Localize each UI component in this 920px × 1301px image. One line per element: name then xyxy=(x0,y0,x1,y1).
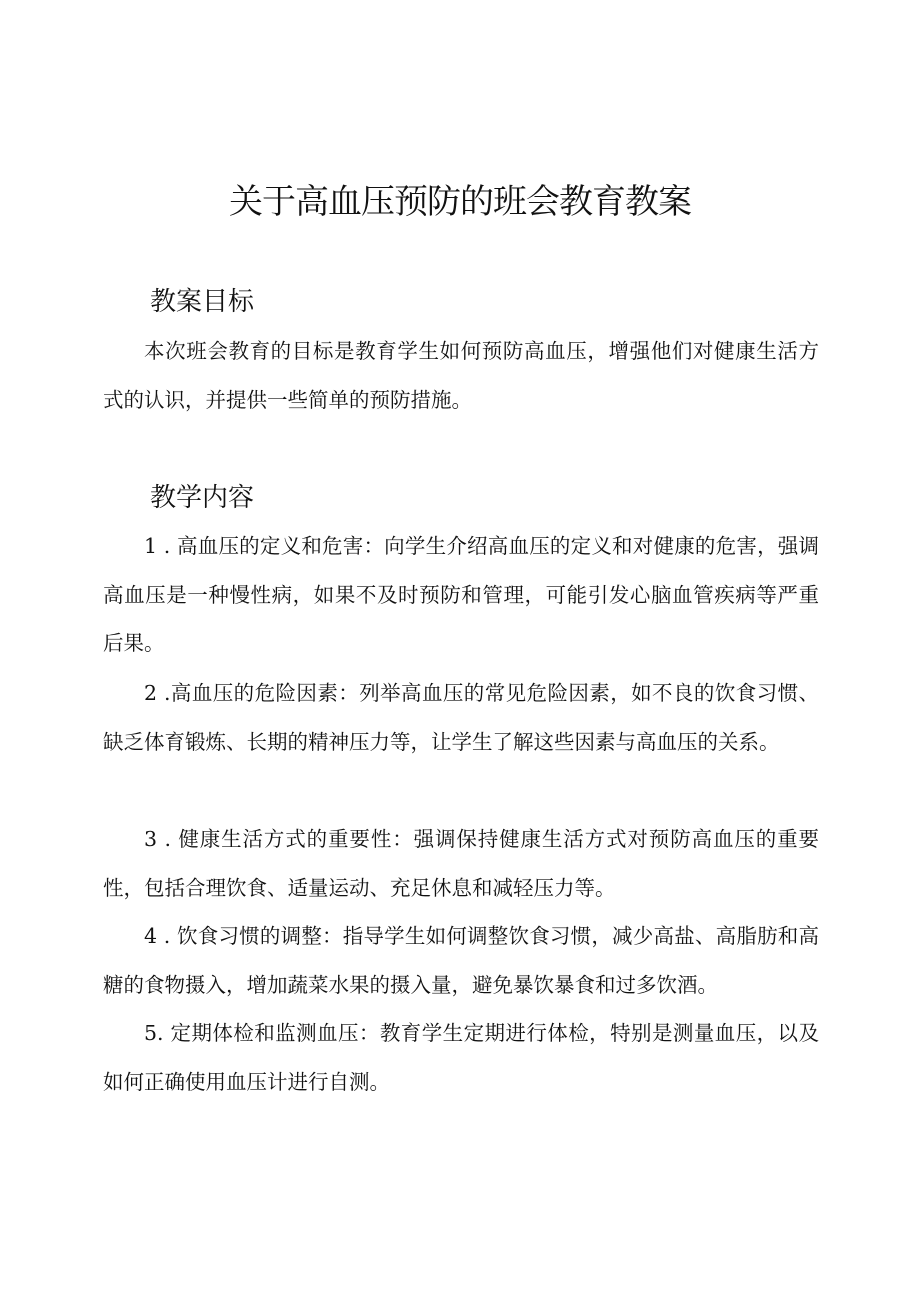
section-heading-content: 教学内容 xyxy=(150,483,255,513)
content-item-1: 1 . 高血压的定义和危害：向学生介绍高血压的定义和对健康的危害，强调高血压是一种慢性病，如果不及时预防和管理，可能引发心脑血管疾病等严重后果。 xyxy=(103,534,819,656)
content-item-5: 5. 定期体检和监测血压：教育学生定期进行体检，特别是测量血压，以及如何正确使用血压计进行自测。 xyxy=(103,1021,819,1094)
content-item-4: 4 . 饮食习惯的调整：指导学生如何调整饮食习惯，减少高盐、高脂肪和高糖的食物摄入，增加蔬菜水果的摄入量，避免暴饮暴食和过多饮酒。 xyxy=(103,924,819,997)
document-title: 关于高血压预防的班会教育教案 xyxy=(229,182,691,222)
section-heading-objectives: 教案目标 xyxy=(150,287,255,317)
content-item-2: 2 .高血压的危险因素：列举高血压的常见危险因素，如不良的饮食习惯、缺乏体育锻炼、长期的精神压力等，让学生了解这些因素与高血压的关系。 xyxy=(103,681,819,754)
content-item-3: 3 . 健康生活方式的重要性：强调保持健康生活方式对预防高血压的重要性，包括合理饮食、适量运动、充足休息和减轻压力等。 xyxy=(103,827,819,900)
objectives-paragraph: 本次班会教育的目标是教育学生如何预防高血压，增强他们对健康生活方式的认识，并提供一些简单的预防措施。 xyxy=(103,339,819,412)
